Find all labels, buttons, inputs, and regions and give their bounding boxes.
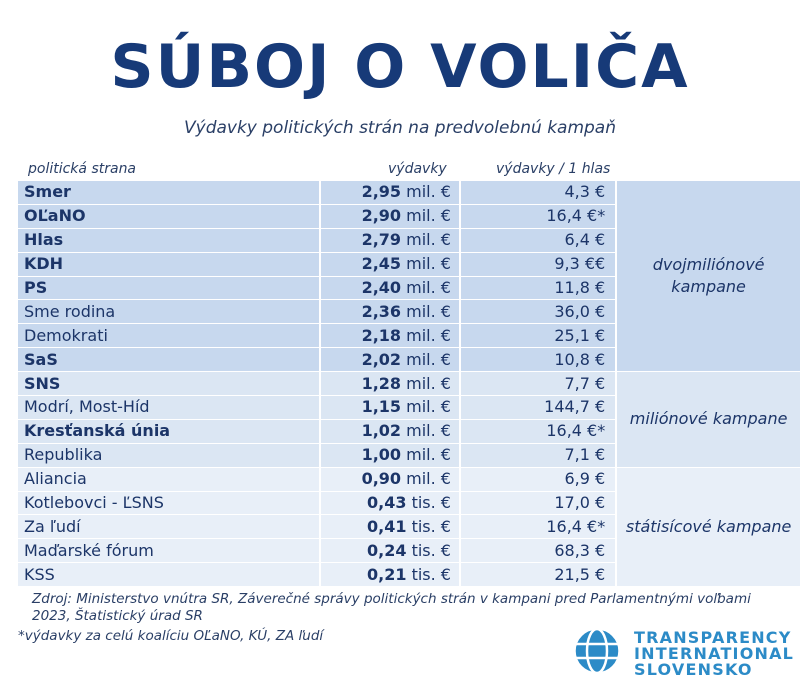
party-name: Kotlebovci - ĽSNS bbox=[18, 491, 320, 515]
per-vote-cell: 21,5 € bbox=[460, 563, 616, 587]
column-headers bbox=[0, 161, 800, 181]
spend-cell bbox=[320, 181, 460, 204]
per-vote-cell: 68,3 € bbox=[460, 539, 616, 563]
spend-unit: mil. € bbox=[406, 325, 451, 345]
source-note: Zdroj: Ministerstvo vnútra SR, Záverečné správy politických strán v kampani pred Parlamentnými voľbami 2023, Štatistický úrad SR bbox=[32, 591, 751, 624]
per-vote-cell: 16,4 €* bbox=[460, 419, 616, 443]
page-title: SÚBOJ O VOLIČA bbox=[110, 32, 690, 102]
spend-cell bbox=[320, 300, 460, 324]
spend-unit: tis. € bbox=[411, 564, 451, 584]
per-vote-cell: 16,4 €* bbox=[460, 515, 616, 539]
spend-amount: 0,41 bbox=[366, 516, 407, 536]
spend-amount: 2,90 bbox=[361, 206, 402, 226]
spend-cell bbox=[320, 467, 460, 491]
group-label-million: miliónové kampane bbox=[616, 372, 800, 468]
table-row bbox=[18, 372, 800, 396]
spend-amount: 2,36 bbox=[361, 301, 402, 321]
spend-amount: 2,45 bbox=[361, 254, 402, 274]
spend-unit: mil. € bbox=[406, 206, 451, 226]
logo-line-2: INTERNATIONAL bbox=[634, 644, 795, 663]
per-vote-cell: 9,3 €€ bbox=[460, 252, 616, 276]
logo-line-1: TRANSPARENCY bbox=[634, 628, 792, 647]
spend-unit: mil. € bbox=[406, 397, 451, 417]
per-vote-cell: 144,7 € bbox=[460, 396, 616, 420]
header-spend: výdavky bbox=[388, 161, 447, 177]
per-vote-cell: 16,4 €* bbox=[460, 204, 616, 228]
spend-cell bbox=[320, 324, 460, 348]
party-name: Aliancia bbox=[18, 467, 320, 491]
spend-cell bbox=[320, 204, 460, 228]
spend-unit: tis. € bbox=[411, 493, 451, 513]
spend-cell bbox=[320, 419, 460, 443]
spend-amount: 1,15 bbox=[361, 397, 402, 417]
party-name: Republika bbox=[18, 443, 320, 467]
spend-unit: tis. € bbox=[411, 516, 451, 536]
party-name: Hlas bbox=[18, 228, 320, 252]
per-vote-cell: 6,9 € bbox=[460, 467, 616, 491]
spend-cell bbox=[320, 515, 460, 539]
per-vote-cell: 36,0 € bbox=[460, 300, 616, 324]
spend-amount: 2,18 bbox=[361, 325, 402, 345]
spend-cell bbox=[320, 252, 460, 276]
spend-cell bbox=[320, 396, 460, 420]
spend-amount: 1,02 bbox=[361, 421, 402, 441]
per-vote-cell: 17,0 € bbox=[460, 491, 616, 515]
spend-cell bbox=[320, 443, 460, 467]
spend-unit: mil. € bbox=[406, 182, 451, 202]
party-name: KSS bbox=[18, 563, 320, 587]
spend-unit: mil. € bbox=[406, 469, 451, 489]
party-name: SNS bbox=[18, 372, 320, 396]
spend-cell bbox=[320, 491, 460, 515]
party-name: Kresťanská únia bbox=[18, 419, 320, 443]
party-name: Demokrati bbox=[18, 324, 320, 348]
header-per-vote: výdavky / 1 hlas bbox=[496, 161, 611, 177]
spend-cell bbox=[320, 228, 460, 252]
spend-cell bbox=[320, 563, 460, 587]
spend-unit: mil. € bbox=[406, 278, 451, 297]
table-row bbox=[18, 467, 800, 491]
spend-unit: mil. € bbox=[406, 254, 451, 274]
spend-amount: 1,00 bbox=[361, 445, 402, 465]
spend-amount: 2,02 bbox=[361, 349, 402, 369]
per-vote-cell: 25,1 € bbox=[460, 324, 616, 348]
spend-unit: tis. € bbox=[411, 540, 451, 560]
per-vote-cell: 7,7 € bbox=[460, 372, 616, 396]
spend-unit: mil. € bbox=[406, 230, 451, 250]
spend-amount: 1,28 bbox=[361, 373, 402, 393]
party-name: KDH bbox=[18, 252, 320, 276]
spend-cell bbox=[320, 539, 460, 563]
spend-amount: 2,79 bbox=[361, 230, 402, 250]
ti-globe-icon bbox=[572, 626, 626, 676]
per-vote-cell: 4,3 € bbox=[460, 181, 616, 204]
spend-amount: 2,95 bbox=[361, 182, 402, 202]
spend-cell bbox=[320, 372, 460, 396]
spend-unit: mil. € bbox=[406, 373, 451, 393]
table-row bbox=[18, 181, 800, 204]
spend-amount: 0,21 bbox=[366, 564, 407, 584]
header-party: politická strana bbox=[28, 161, 137, 177]
party-name: Smer bbox=[18, 181, 320, 204]
logo-line-3: SLOVENSKO bbox=[634, 660, 753, 679]
spend-unit: mil. € bbox=[406, 301, 451, 321]
spending-table bbox=[18, 181, 800, 587]
party-name: Modrí, Most-Híd bbox=[18, 396, 320, 420]
spend-cell bbox=[320, 276, 460, 300]
footnote: *výdavky za celú koalíciu OĽaNO, KÚ, ZA ľudí bbox=[18, 628, 324, 644]
spend-amount: 0,90 bbox=[361, 469, 402, 489]
party-name: Sme rodina bbox=[18, 300, 320, 324]
per-vote-cell: 6,4 € bbox=[460, 228, 616, 252]
spend-unit: mil. € bbox=[406, 349, 451, 369]
group-label-two-million: dvojmiliónové kampane bbox=[616, 181, 800, 372]
party-name: PS bbox=[18, 276, 320, 300]
per-vote-cell: 11,8 € bbox=[460, 276, 616, 300]
spend-cell bbox=[320, 348, 460, 372]
spend-amount: 2,40 bbox=[361, 278, 402, 297]
spend-amount: 0,43 bbox=[366, 493, 407, 513]
party-name: OĽaNO bbox=[18, 204, 320, 228]
transparency-international-logo bbox=[572, 626, 800, 679]
spend-unit: mil. € bbox=[406, 421, 451, 441]
spend-amount: 0,24 bbox=[366, 540, 407, 560]
spend-unit: mil. € bbox=[406, 445, 451, 465]
party-name: Za ľudí bbox=[18, 515, 320, 539]
per-vote-cell: 7,1 € bbox=[460, 443, 616, 467]
party-name: SaS bbox=[18, 348, 320, 372]
page-subtitle: Výdavky politických strán na predvolebnú kampaň bbox=[184, 118, 616, 138]
group-label-hundred-thousand: státisícové kampane bbox=[616, 467, 800, 586]
per-vote-cell: 10,8 € bbox=[460, 348, 616, 372]
party-name: Maďarské fórum bbox=[18, 539, 320, 563]
